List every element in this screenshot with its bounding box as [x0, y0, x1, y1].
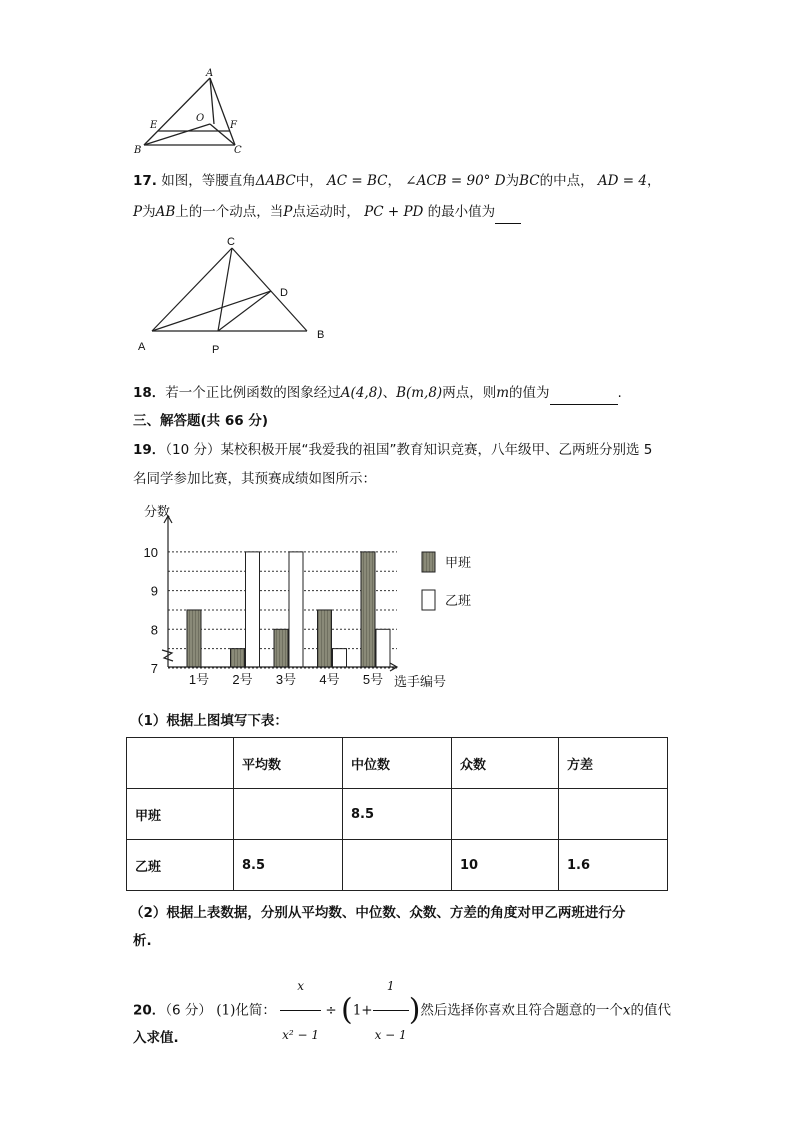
- q19-score-table: [126, 737, 668, 891]
- q17-number: 17.: [133, 173, 157, 189]
- table-cell: [559, 789, 668, 840]
- q17-figure: [130, 234, 340, 360]
- q18-text: 的值为: [509, 385, 550, 401]
- q19-sub1: （1）根据上图填写下表：: [130, 713, 288, 729]
- q18-text: 、: [382, 385, 397, 401]
- q17-math: P: [133, 204, 143, 220]
- q19-line-1: [133, 439, 652, 461]
- q18-answer-blank: [550, 382, 618, 405]
- q18-text: .: [617, 385, 622, 401]
- q18-text: 两点，则: [442, 385, 497, 401]
- bar-class-yi: [289, 552, 303, 667]
- q16-label-b: B: [134, 145, 142, 154]
- table-header-cell: 众数: [452, 738, 559, 789]
- x-tick-label: 3号: [275, 672, 297, 687]
- q18-number: 18．: [133, 385, 166, 401]
- q19-number: 19．: [133, 442, 166, 458]
- q19-sub2-line-1: （2）根据上表数据，分别从平均数、中位数、众数、方差的角度对甲乙两班进行分: [130, 905, 626, 921]
- q17-text: ，: [646, 173, 661, 189]
- bar-class-jia: [318, 610, 332, 667]
- table-cell: [234, 789, 343, 840]
- q16-label-f: F: [230, 120, 237, 131]
- q20-fraction-1: [280, 962, 321, 1059]
- legend-label: 乙班: [445, 594, 472, 609]
- q17-label-c: C: [227, 236, 235, 248]
- left-paren: (: [340, 992, 353, 1028]
- q17-line-2: [133, 201, 521, 224]
- fraction-denominator: x − 1: [374, 1028, 407, 1042]
- x-axis-label: 选手编号: [394, 675, 447, 690]
- x-tick-label: 2号: [232, 672, 253, 687]
- q19-text: （10 分）某校积极开展“我爱我的祖国”教育知识竞赛，八年级甲、乙两班分别选 5: [165, 442, 653, 458]
- bar-class-jia: [361, 552, 375, 667]
- q17-math: D: [494, 173, 506, 189]
- bar-class-jia: [274, 629, 288, 667]
- q17-segment-ad: [152, 291, 271, 331]
- q20-text: 的值代: [630, 1002, 672, 1019]
- q17-text: 的最小值为: [427, 204, 496, 220]
- q17-math: PC + PD: [364, 204, 424, 220]
- table-row: [127, 789, 668, 840]
- q20-fraction-2: [373, 962, 409, 1059]
- q17-math: AD = 4: [597, 173, 647, 189]
- q16-label-e: E: [150, 120, 158, 131]
- q19-bar-chart: [135, 502, 480, 692]
- q20-text: 然后选择你喜欢且符合题意的一个: [420, 1002, 623, 1019]
- q17-label-b: B: [317, 329, 325, 341]
- legend-swatch: [422, 590, 435, 610]
- q17-side-cb: [232, 248, 307, 331]
- q17-math: ΔABC: [255, 173, 296, 189]
- table-row: [127, 840, 668, 891]
- q18-math: B(m,8): [396, 385, 443, 401]
- q17-math: P: [283, 204, 293, 220]
- q20-number: 20．: [133, 1002, 166, 1019]
- q18-math: A(4,8): [340, 385, 383, 401]
- q20-score: （6 分）: [165, 1002, 212, 1019]
- q18-math: m: [496, 385, 510, 401]
- q17-label-a: A: [138, 341, 146, 353]
- y-axis-label: 分数: [144, 505, 171, 520]
- table-header-cell: 方差: [559, 738, 668, 789]
- table-header-cell: 中位数: [343, 738, 452, 789]
- bar-class-yi: [246, 552, 260, 667]
- q17-text: 的中点，: [539, 173, 594, 189]
- q20-one-plus: 1+: [352, 1002, 373, 1019]
- table-cell: 乙班: [127, 840, 234, 891]
- table-cell: [452, 789, 559, 840]
- x-tick-label: 1号: [188, 672, 210, 687]
- y-tick-label: 9: [150, 583, 158, 599]
- q16-label-o: O: [196, 113, 205, 124]
- q20-item: (1): [216, 1002, 236, 1019]
- q20-divide: ÷: [325, 1002, 337, 1019]
- y-tick-label: 7: [150, 661, 158, 676]
- legend-swatch: [422, 552, 435, 572]
- q17-segment-pd: [218, 291, 271, 331]
- q17-text: 上的一个动点，当: [175, 204, 284, 220]
- q16-label-c: C: [234, 145, 242, 154]
- fraction-denominator: x² − 1: [282, 1028, 320, 1042]
- q20-var: x: [622, 1002, 631, 1019]
- axis-break: [162, 650, 173, 661]
- q17-label-d: D: [280, 287, 288, 299]
- q19-line-2: 名同学参加比赛，其预赛成绩如图所示：: [133, 471, 376, 487]
- q18-line: [133, 382, 622, 405]
- q17-answer-blank: [495, 201, 521, 224]
- table-header-row: [127, 738, 668, 789]
- q16-label-a: A: [206, 68, 214, 79]
- bar-class-jia: [231, 649, 245, 667]
- fraction-numerator: 1: [373, 962, 409, 1011]
- q17-math: BC: [519, 173, 540, 189]
- x-tick-label: 5号: [362, 672, 384, 687]
- q17-text: 如图，等腰直角: [161, 173, 256, 189]
- x-tick-label: 4号: [319, 672, 340, 687]
- table-cell: 8.5: [343, 789, 452, 840]
- fraction-numerator: x: [280, 962, 321, 1011]
- y-tick-label: 8: [150, 622, 158, 638]
- section-3-title: 三、解答题(共 66 分): [133, 413, 269, 429]
- bar-class-jia: [187, 610, 201, 667]
- q17-math: AB: [155, 204, 176, 220]
- y-tick-label: 10: [143, 544, 158, 560]
- q17-text: 中，: [295, 173, 323, 189]
- bar-class-yi: [333, 649, 347, 667]
- q20-label: 化简：: [235, 1002, 276, 1019]
- q17-line-1: [133, 170, 660, 192]
- table-cell: 甲班: [127, 789, 234, 840]
- legend-label: 甲班: [445, 556, 472, 571]
- q17-math: AC = BC: [327, 173, 388, 189]
- q17-text: ，: [387, 173, 401, 189]
- right-paren: ): [408, 992, 421, 1028]
- table-cell: [343, 840, 452, 891]
- q17-text: 为: [505, 173, 520, 189]
- q17-label-p: P: [212, 344, 220, 356]
- chart-legend: [422, 552, 471, 610]
- q18-text: 若一个正比例函数的图象经过: [165, 385, 341, 401]
- q17-text: 为: [142, 204, 156, 220]
- table-cell: 1.6: [559, 840, 668, 891]
- table-cell: 10: [452, 840, 559, 891]
- q16-figure: [128, 64, 258, 154]
- q20-line-2: 入求值.: [133, 1030, 179, 1046]
- q17-math: ∠ACB = 90°: [405, 173, 491, 189]
- q19-sub2-line-2: 析.: [133, 933, 152, 949]
- q17-text: 点运动时，: [292, 204, 360, 220]
- table-header-cell: [127, 738, 234, 789]
- table-header-cell: 平均数: [234, 738, 343, 789]
- bar-class-yi: [376, 629, 390, 667]
- table-cell: 8.5: [234, 840, 343, 891]
